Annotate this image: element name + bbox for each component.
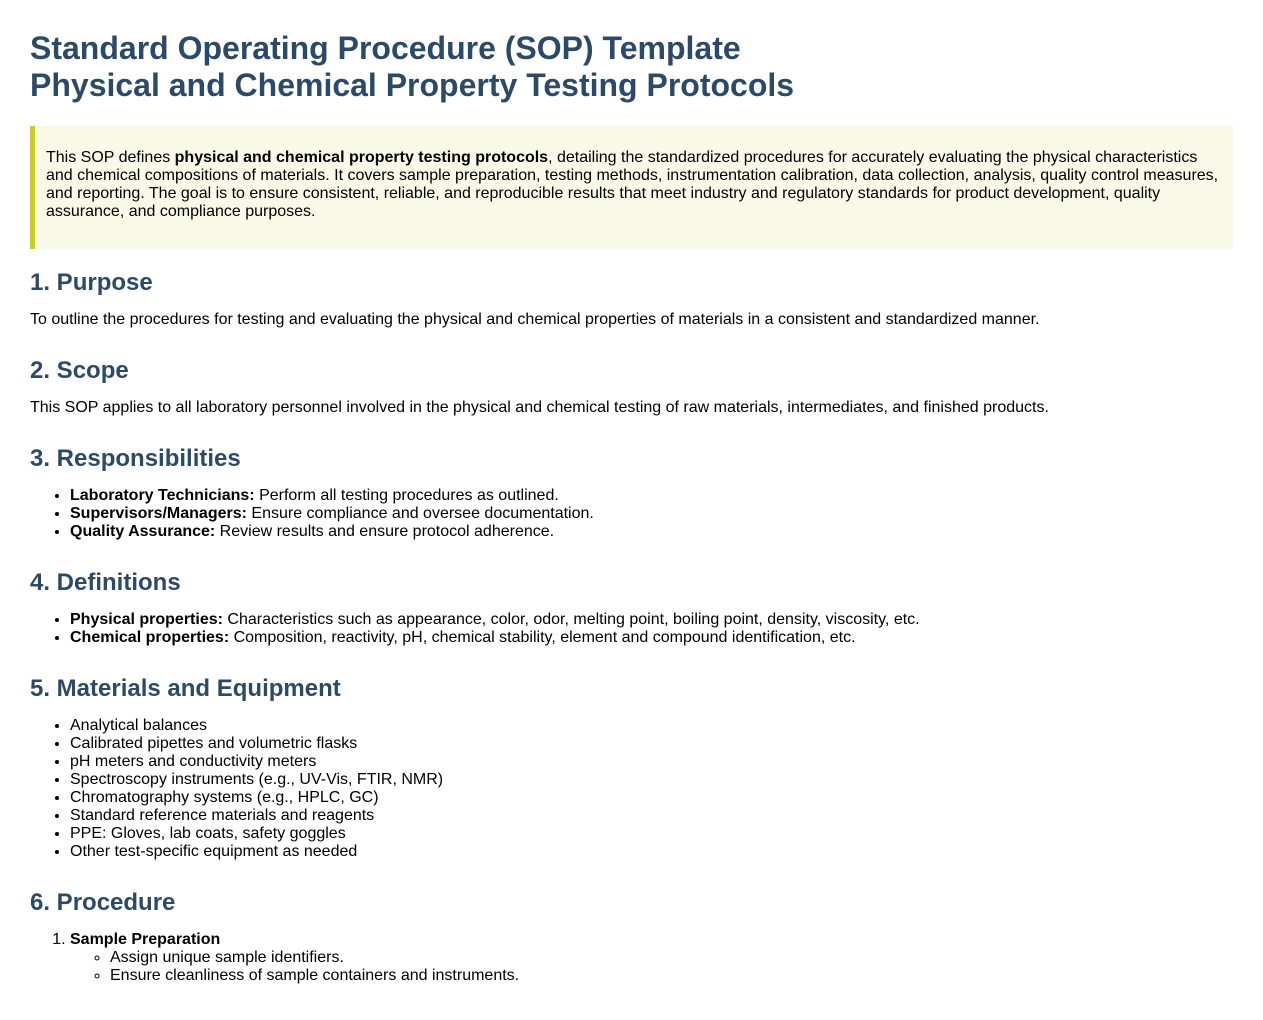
step-title: Sample Preparation xyxy=(70,931,221,948)
list-item: • Other test-specific equipment as needed xyxy=(70,843,1233,861)
list-item: • Standard reference materials and reagents xyxy=(70,807,1233,825)
list-item: ◦ Assign unique sample identifiers. xyxy=(110,949,1233,967)
purpose-text: To outline the procedures for testing and evaluating the physical and chemical properties of materials in a consistent and standardized manner. xyxy=(30,311,1040,328)
item-term: Physical properties: xyxy=(70,611,223,628)
procedure-heading: 6. Procedure xyxy=(30,889,176,916)
item-desc: Perform all testing procedures as outlined. xyxy=(254,487,559,504)
procedure-step xyxy=(70,931,1233,985)
list-item: ◦ Ensure cleanliness of sample containers and instruments. xyxy=(110,967,1233,985)
definitions-list xyxy=(30,611,1233,647)
materials-heading: 5. Materials and Equipment xyxy=(30,675,341,702)
title-line-1: Standard Operating Procedure (SOP) Template xyxy=(30,30,741,66)
page-title xyxy=(30,30,1233,104)
list-item: • Analytical balances xyxy=(70,717,1233,735)
materials-list xyxy=(30,717,1233,861)
scope-heading: 2. Scope xyxy=(30,357,129,384)
item-desc: Characteristics such as appearance, color, odor, melting point, boiling point, density, viscosity, etc. xyxy=(222,611,920,628)
list-item xyxy=(70,523,1233,541)
item-term: Supervisors/Managers: xyxy=(70,505,247,522)
list-item xyxy=(70,487,1233,505)
list-item: • Calibrated pipettes and volumetric flasks xyxy=(70,735,1233,753)
item-desc: Composition, reactivity, pH, chemical stability, element and compound identification, etc. xyxy=(229,629,856,646)
list-item: • Chromatography systems (e.g., HPLC, GC) xyxy=(70,789,1233,807)
list-item xyxy=(70,629,1233,647)
list-item: • Spectroscopy instruments (e.g., UV-Vis, FTIR, NMR) xyxy=(70,771,1233,789)
step-subitems xyxy=(70,949,1233,985)
intro-callout xyxy=(30,126,1233,249)
list-item xyxy=(70,611,1233,629)
item-desc: Review results and ensure protocol adherence. xyxy=(215,523,555,540)
item-term: Chemical properties: xyxy=(70,629,230,646)
responsibilities-list xyxy=(30,487,1233,541)
list-item xyxy=(70,505,1233,523)
responsibilities-heading: 3. Responsibilities xyxy=(30,445,241,472)
definitions-heading: 4. Definitions xyxy=(30,569,181,596)
item-term: Laboratory Technicians: xyxy=(70,487,255,504)
item-term: Quality Assurance: xyxy=(70,523,216,540)
scope-text: This SOP applies to all laboratory personnel involved in the physical and chemical testing of raw materials, intermediates, and finished products. xyxy=(30,399,1049,416)
list-item: • pH meters and conductivity meters xyxy=(70,753,1233,771)
item-desc: Ensure compliance and oversee documentation. xyxy=(246,505,594,522)
intro-bold: physical and chemical property testing protocols xyxy=(174,149,549,166)
purpose-heading: 1. Purpose xyxy=(30,269,153,296)
title-line-2: Physical and Chemical Property Testing Protocols xyxy=(30,67,795,103)
procedure-steps xyxy=(30,931,1233,985)
intro-suffix: , detailing the standardized procedures for accurately evaluating the physical characteristics and chemical compositions of materials. It covers sample preparation, testing methods, instrumentation calibration, data collection, analysis, quality control measures, and reporting. The goal is to ensure consistent, reliable, and reproducible results that meet industry and regulatory standards for product development, quality assurance, and compliance purposes. xyxy=(46,149,1219,220)
list-item: • PPE: Gloves, lab coats, safety goggles xyxy=(70,825,1233,843)
intro-prefix: This SOP defines xyxy=(46,149,175,166)
